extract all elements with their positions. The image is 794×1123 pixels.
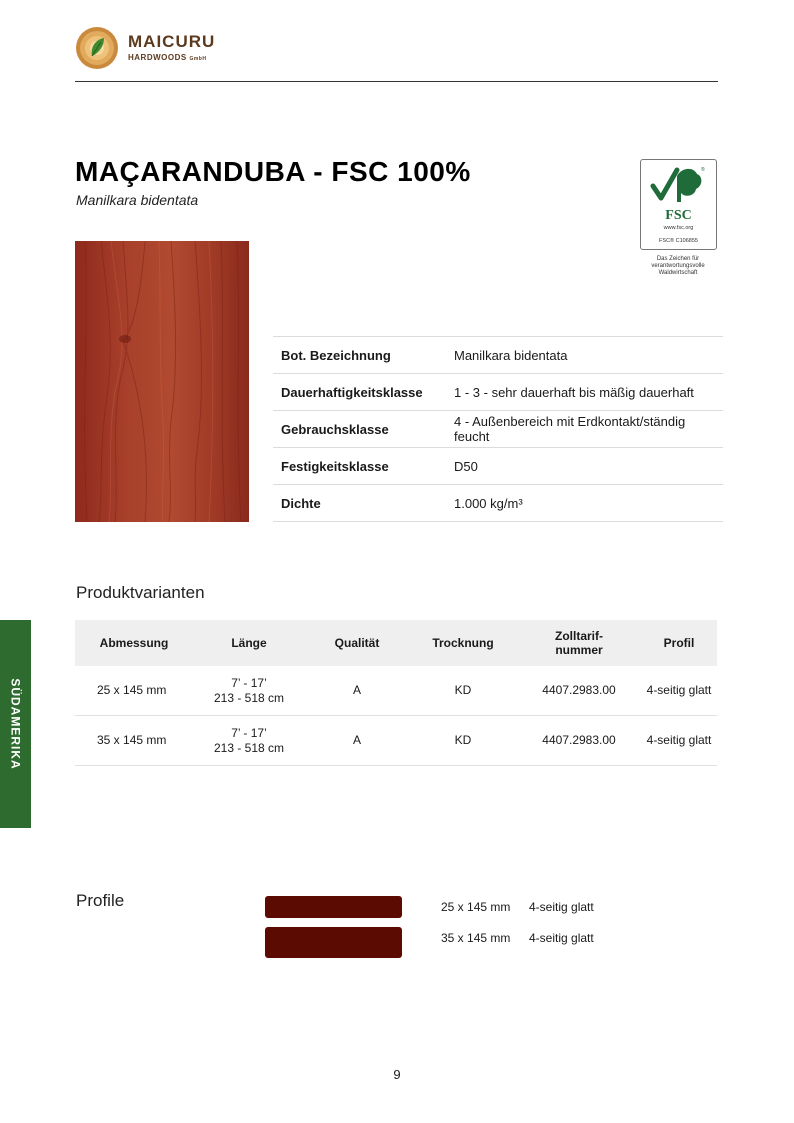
property-row — [273, 337, 723, 374]
column-header: Länge — [193, 620, 305, 666]
cell-drying: KD — [409, 716, 517, 766]
property-value: 4 - Außenbereich mit Erdkontakt/ständig feucht — [446, 411, 723, 448]
variants-heading: Produktvarianten — [76, 583, 205, 602]
cell-tariff: 4407.2983.00 — [517, 716, 641, 766]
cell-size: 35 x 145 mm — [75, 716, 193, 766]
variants-header-row — [75, 620, 717, 666]
cell-length: 7’ - 17’ 213 - 518 cm — [193, 666, 305, 716]
page-number: 9 — [393, 1067, 401, 1082]
property-key: Festigkeitsklasse — [273, 448, 446, 485]
page-title: MAÇARANDUBA - FSC 100% — [75, 156, 471, 187]
profile-cross-section-35mm — [265, 927, 402, 958]
region-label-text: SÜDAMERIKA — [8, 678, 23, 770]
header-divider — [75, 81, 718, 82]
logo-subname: HARDWOODS GmbH — [128, 53, 207, 62]
property-value: 1.000 kg/m³ — [446, 485, 723, 522]
cell-length: 7’ - 17’ 213 - 518 cm — [193, 716, 305, 766]
property-key: Dichte — [273, 485, 446, 522]
logo-name: MAICURU — [128, 32, 216, 51]
cell-size: 25 x 145 mm — [75, 666, 193, 716]
property-value: Manilkara bidentata — [446, 337, 723, 374]
profile-size: 25 x 145 mm — [441, 900, 511, 914]
property-row — [273, 448, 723, 485]
property-key: Dauerhaftigkeitsklasse — [273, 374, 446, 411]
profile-cross-section-25mm — [265, 896, 402, 918]
property-key: Gebrauchsklasse — [273, 411, 446, 448]
fsc-certification-badge — [640, 159, 717, 250]
wood-sample-image — [75, 241, 249, 522]
cell-tariff: 4407.2983.00 — [517, 666, 641, 716]
table-row — [75, 716, 717, 766]
fsc-checktree-icon — [641, 160, 716, 249]
fsc-url: www.fsc.org — [663, 225, 694, 231]
fsc-caption-line: verantwortungsvolle — [651, 263, 705, 269]
svg-text:®: ® — [701, 167, 705, 173]
cell-quality: A — [305, 716, 409, 766]
region-tab-label — [0, 620, 31, 828]
column-header: Trocknung — [409, 620, 517, 666]
column-header: Qualität — [305, 620, 409, 666]
property-row — [273, 374, 723, 411]
column-header: Profil — [641, 620, 717, 666]
profile-type: 4-seitig glatt — [529, 931, 594, 945]
fsc-caption-line: Waldwirtschaft — [658, 270, 698, 276]
profile-size: 35 x 145 mm — [441, 931, 511, 945]
table-row — [75, 666, 717, 716]
column-header: Zolltarif- nummer — [517, 620, 641, 666]
property-row — [273, 485, 723, 522]
property-value: D50 — [446, 448, 723, 485]
cell-drying: KD — [409, 666, 517, 716]
profile-heading: Profile — [76, 891, 125, 910]
fsc-caption — [632, 256, 724, 277]
botanical-subtitle: Manilkara bidentata — [76, 192, 199, 208]
variants-table — [75, 620, 717, 766]
profile-type: 4-seitig glatt — [529, 900, 594, 914]
cell-quality: A — [305, 666, 409, 716]
fsc-caption-line: Das Zeichen für — [656, 256, 700, 262]
property-row — [273, 411, 723, 448]
fsc-label: FSC — [665, 208, 692, 223]
cell-profile: 4-seitig glatt — [641, 716, 717, 766]
column-header: Abmessung — [75, 620, 193, 666]
properties-table — [273, 336, 723, 522]
property-value: 1 - 3 - sehr dauerhaft bis mäßig dauerhaft — [446, 374, 723, 411]
fsc-code: FSC® C106855 — [659, 238, 698, 244]
property-key: Bot. Bezeichnung — [273, 337, 446, 374]
cell-profile: 4-seitig glatt — [641, 666, 717, 716]
